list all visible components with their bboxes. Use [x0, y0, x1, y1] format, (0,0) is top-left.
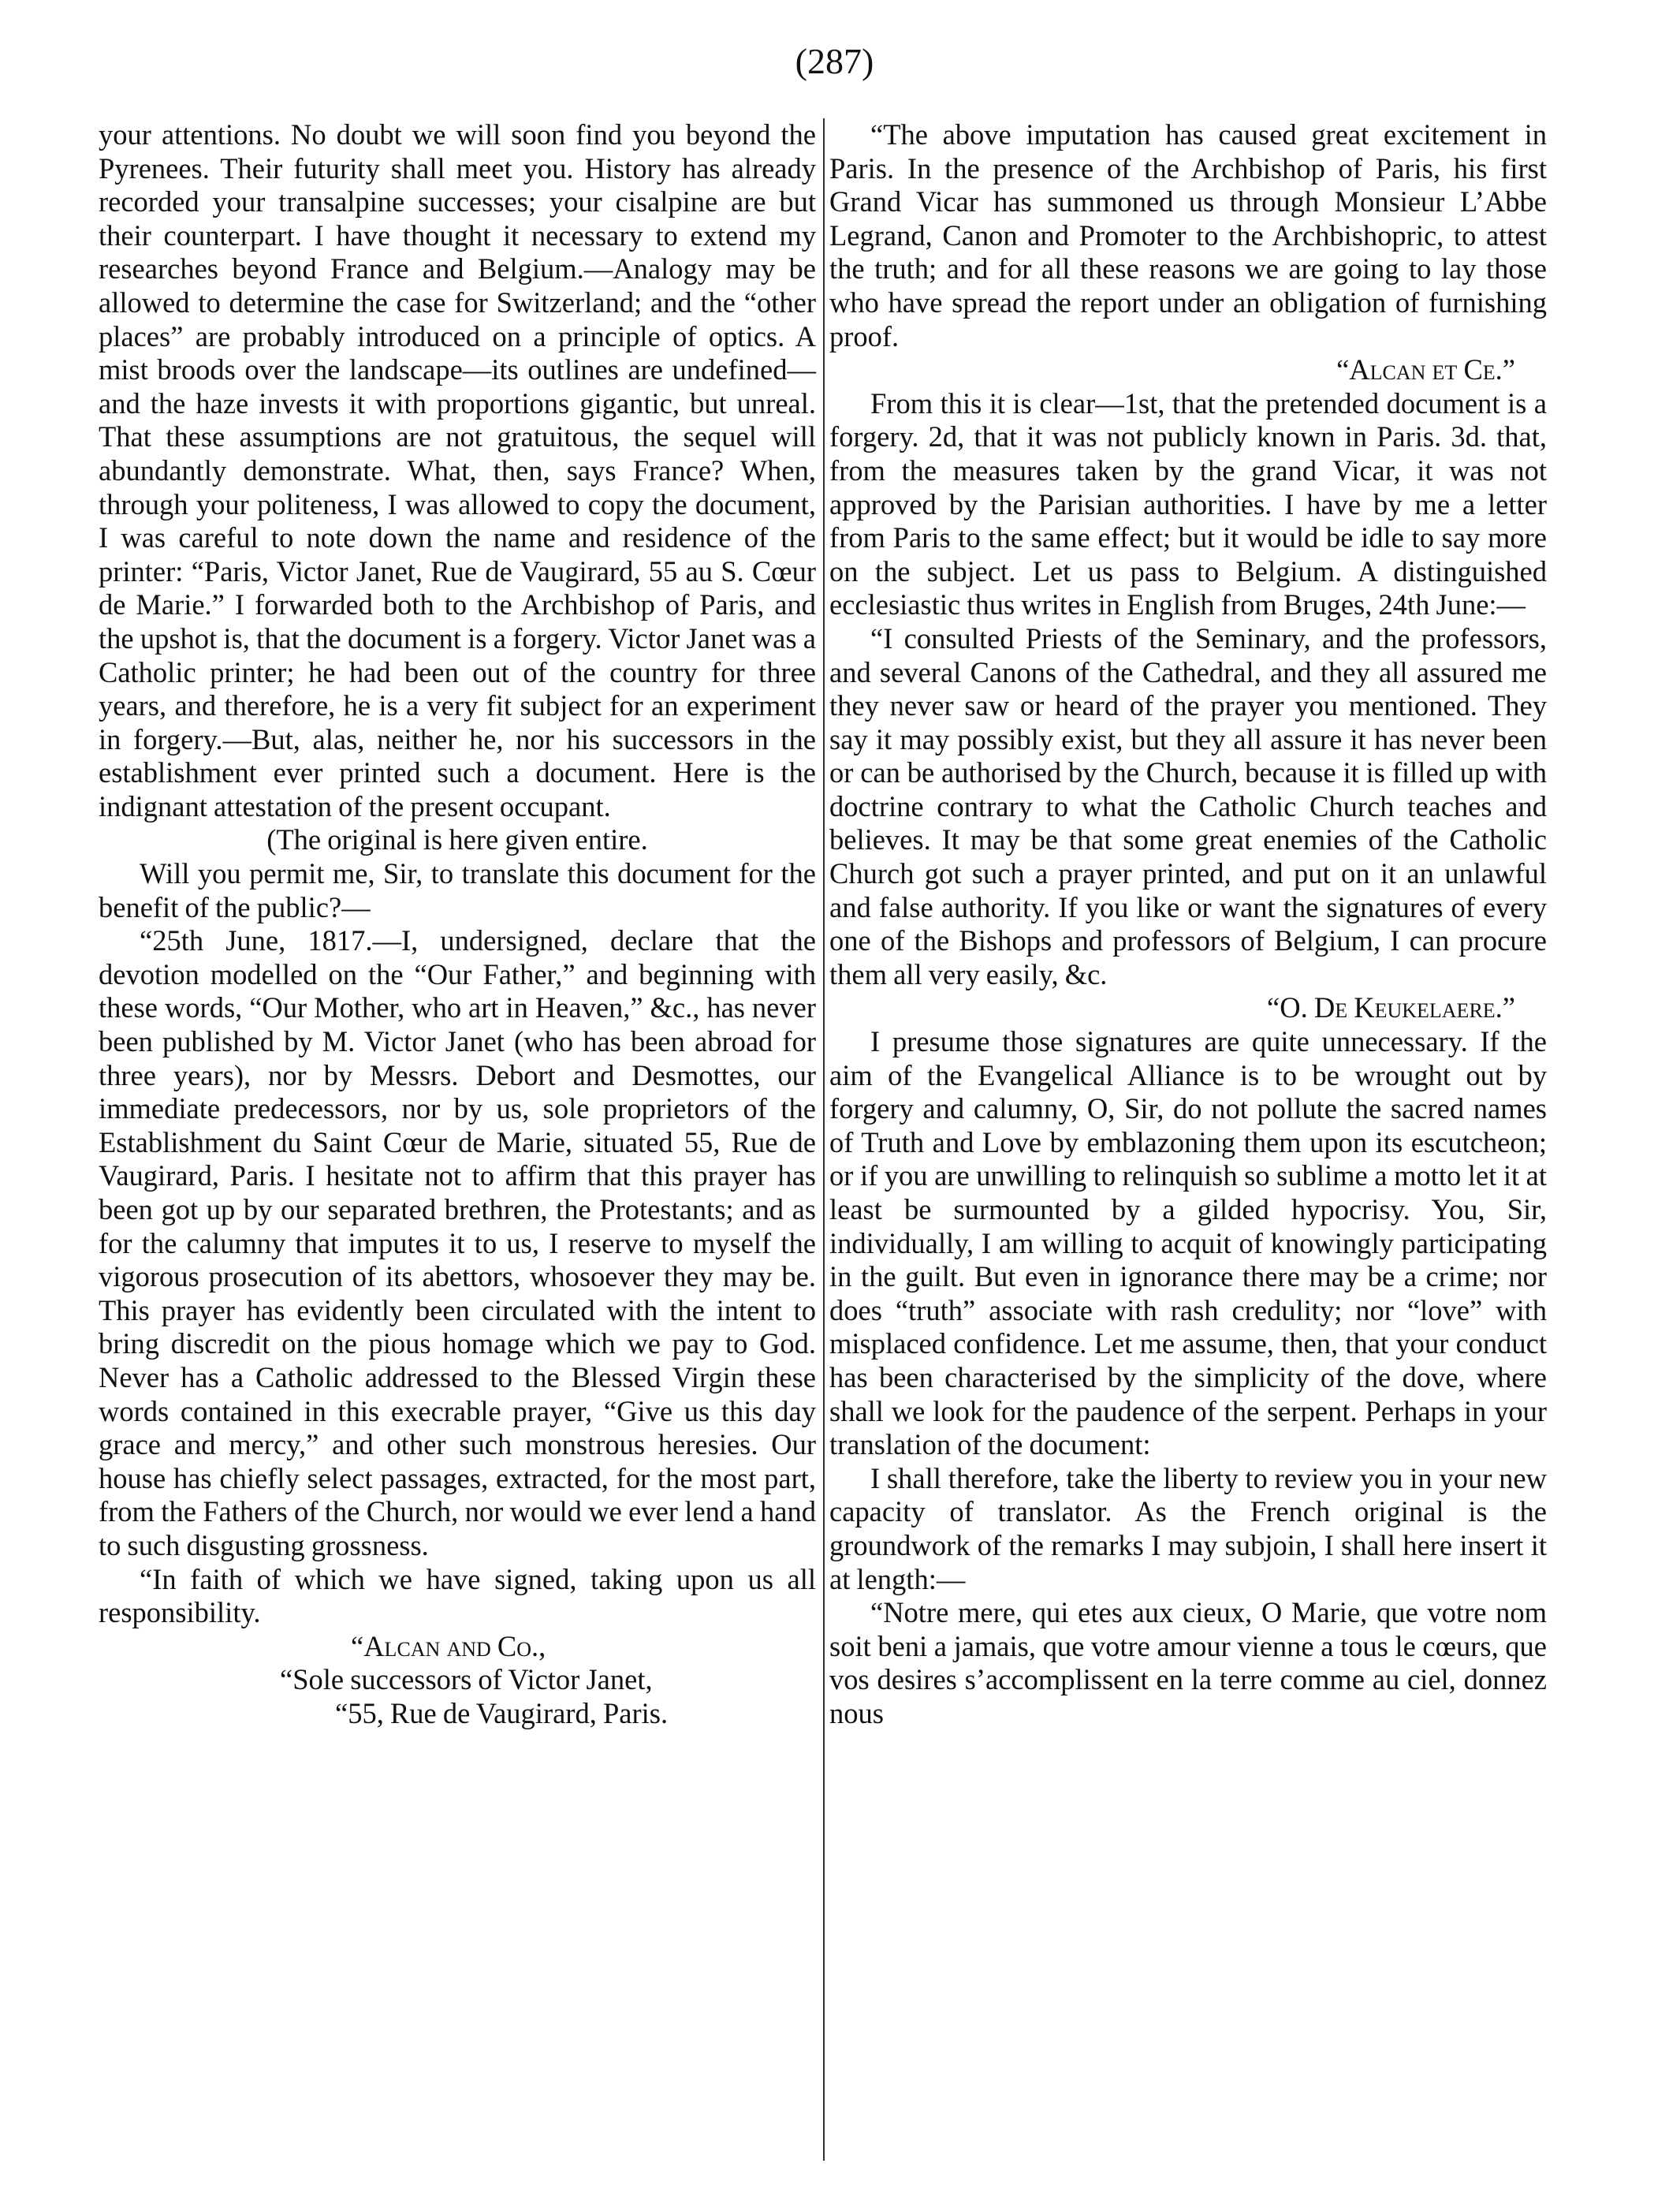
paragraph: “In faith of which we have signed, taking upon us all responsibility. [99, 1562, 816, 1629]
paragraph: (The original is here given entire. [266, 823, 648, 856]
signature-line: “Sole successors of Victor Janet, [280, 1663, 653, 1696]
signature-line: “Alcan and Co., [351, 1629, 546, 1662]
paragraph: From this it is clear—1st, that the pretended document is a forgery. 2d, that it was not publicly known in Paris. 3d. that, from the measures taken by the grand Vicar, it was not approved by the Parisian authorities. I have by me a letter from Paris to the same effect; but it would be idle to say more on the subject. Let us pass to Belgium. A distinguished ecclesiastic thus writes in English from Bruges, 24th June:— [829, 386, 1547, 621]
column-divider [823, 118, 825, 2161]
paragraph: your attentions. No doubt we will soon find you beyond the Pyrenees. Their futurity shall meet you. History has already recorded your transalpine successes; your cisalpine are but their counterpart. I have thought it necessary to extend my researches beyond France and Belgium.—Analogy may be allowed to determine the case for Switzerland; and the “other places” are probably introduced on a principle of optics. A mist broods over the landscape—its outlines are undefined—and the haze invests it with proportions gigantic, but unreal. That these assumptions are not gratuitous, the sequel will abundantly demonstrate. What, then, says France? When, through your politeness, I was allowed to copy the document, I was careful to note down the name and residence of the printer: “Paris, Victor Janet, Rue de Vaugirard, 55 au S. Cœur de Marie.” I forwarded both to the Archbishop of Paris, and the upshot is, that the document is a forgery. Victor Janet was a Catholic printer; he had been out of the country for three years, and therefore, he is a very fit subject for an experiment in forgery.—But, alas, neither he, nor his successors in the establishment ever printed such a document. Here is the indignant attestation of the present occupant. [99, 118, 816, 823]
paragraph: “The above imputation has caused great excitement in Paris. In the presence of the Archbishop of Paris, his first Grand Vicar has summoned us through Monsieur L’Abbe Legrand, Canon and Promoter to the Archbishopric, to attest the truth; and for all these reasons we are going to lay those who have spread the report under an obligation of furnishing proof. [829, 118, 1547, 353]
paragraph: “Notre mere, qui etes aux cieux, O Marie, que votre nom soit beni a jamais, que votre amour vienne a tous le cœurs, que vos desires s’accomplissent en la terre comme au ciel, donnez nous [829, 1596, 1547, 1729]
paragraph: I shall therefore, take the liberty to review you in your new capacity of translator. As the French original is the groundwork of the remarks I may subjoin, I shall here insert it at length:— [829, 1461, 1547, 1595]
signature-line: “Alcan et Ce.” [1336, 353, 1515, 386]
left-column [99, 118, 816, 1731]
paragraph: Will you permit me, Sir, to translate this document for the benefit of the public?— [99, 857, 816, 923]
paragraph: “I consulted Priests of the Seminary, and the professors, and several Canons of the Cathedral, and they all assured me they never saw or heard of the prayer you mentioned. They say it may possibly exist, but they all assure it has never been or can be authorised by the Church, because it is filled up with doctrine contrary to what the Catholic Church teaches and believes. It may be that some great enemies of the Catholic Church got such a prayer printed, and put on it an unlawful and false authority. If you like or want the signatures of every one of the Bishops and professors of Belgium, I can procure them all very easily, &c. [829, 621, 1547, 990]
paragraph: “25th June, 1817.—I, undersigned, declare that the devotion modelled on the “Our Father,” and beginning with these words, “Our Mother, who art in Heaven,” &c., has never been published by M. Victor Janet (who has been abroad for three years), nor by Messrs. Debort and Desmottes, our immediate predecessors, nor by us, sole proprietors of the Establishment du Saint Cœur de Marie, situated 55, Rue de Vaugirard, Paris. I hesitate not to affirm that this prayer has been got up by our separated brethren, the Protestants; and as for the calumny that imputes it to us, I reserve to myself the vigorous prosecution of its abettors, whosoever they may be. This prayer has evidently been circulated with the intent to bring discredit on the pious homage which we pay to God. Never has a Catholic addressed to the Blessed Virgin these words contained in this execrable prayer, “Give us this day grace and mercy,” and other such monstrous heresies. Our house has chiefly select passages, extracted, for the most part, from the Fathers of the Church, nor would we ever lend a hand to such disgusting grossness. [99, 924, 816, 1561]
signature-line: “O. De Keukelaere.” [1267, 991, 1515, 1024]
paragraph: I presume those signatures are quite unnecessary. If the aim of the Evangelical Alliance is to be wrought out by forgery and calumny, O, Sir, do not pollute the sacred names of Truth and Love by emblazoning them upon its escutcheon; or if you are unwilling to relinquish so sublime a motto let it at least be surmounted by a gilded hypocrisy. You, Sir, individually, I am willing to acquit of knowingly participating in the guilt. But even in ignorance there may be a crime; nor does “truth” associate with rash credulity; nor “love” with misplaced confidence. Let me assume, then, that your conduct has been characterised by the simplicity of the dove, where shall we look for the paudence of the serpent. Perhaps in your translation of the document: [829, 1025, 1547, 1461]
page-number: (287) [795, 41, 874, 81]
right-column [829, 118, 1547, 1731]
signature-line: “55, Rue de Vaugirard, Paris. [335, 1696, 669, 1729]
